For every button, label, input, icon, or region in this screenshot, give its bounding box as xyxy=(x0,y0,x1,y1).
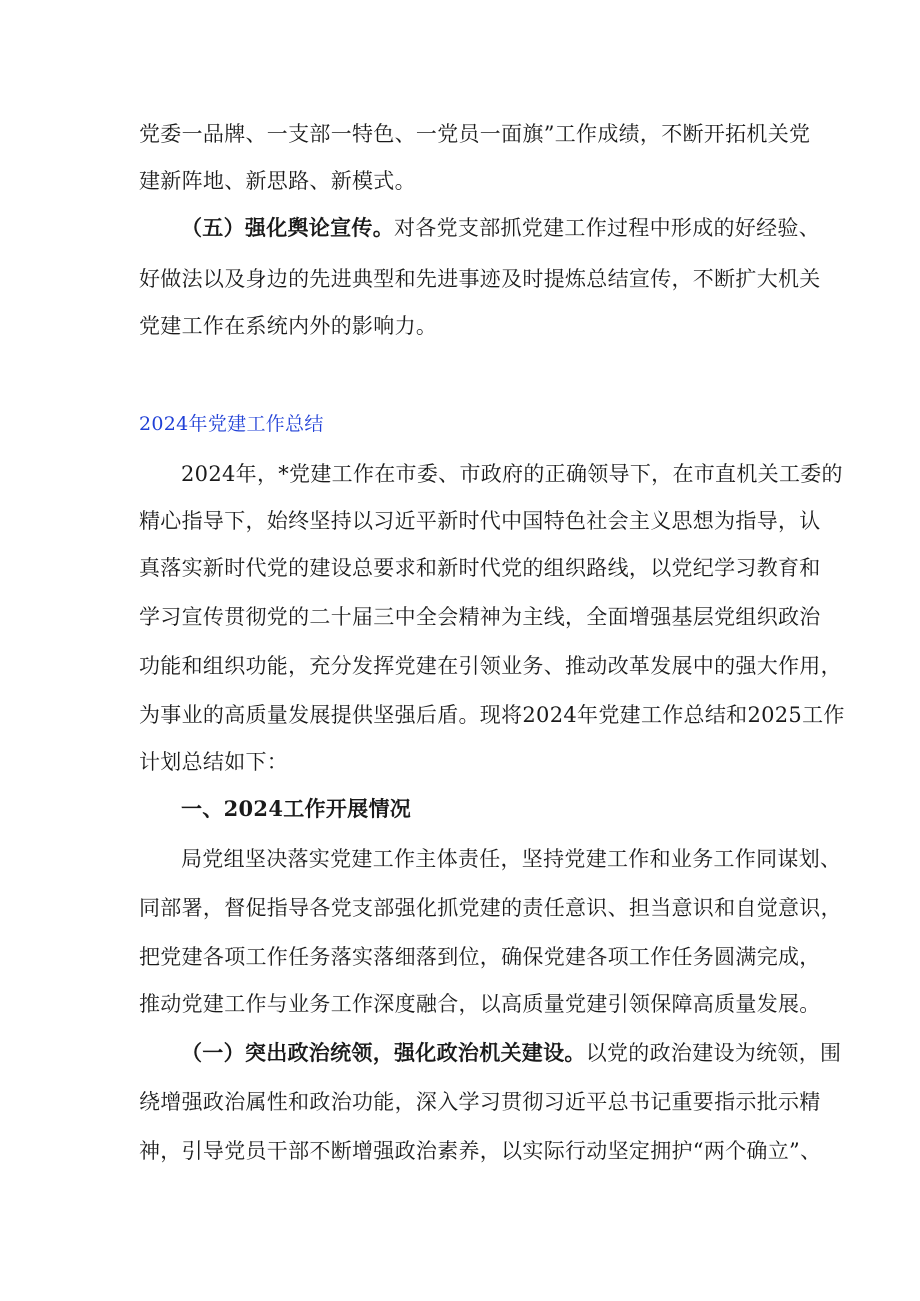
paragraph-line: 推动党建工作与业务工作深度融合，以高质量党建引领保障高质量发展。 xyxy=(139,992,821,1016)
paragraph-line: 同部署，督促指导各党支部强化抓党建的责任意识、担当意识和自觉意识， xyxy=(139,896,842,920)
paragraph-line: 党建工作在系统内外的影响力。 xyxy=(139,314,438,338)
paragraph-text: 以党的政治建设为统领，围 xyxy=(585,1041,842,1065)
paragraph-line xyxy=(181,1040,841,1066)
paragraph-line: 学习宣传贯彻党的二十届三中全会精神为主线，全面增强基层党组织政治 xyxy=(139,605,821,629)
paragraph-text: 对各党支部抓党建工作过程中形成的好经验、 xyxy=(394,216,820,240)
paragraph-line: 2024年，*党建工作在市委、市政府的正确领导下，在市直机关工委的 xyxy=(181,462,843,486)
document-heading: 2024年党建工作总结 xyxy=(139,413,324,435)
section-heading-bold: （五）强化舆论宣传。 xyxy=(181,215,394,240)
paragraph-line: 计划总结如下： xyxy=(139,750,289,774)
paragraph-line xyxy=(181,215,820,241)
paragraph-line: 把党建各项工作任务落实落细落到位，确保党建各项工作任务圆满完成， xyxy=(139,945,821,969)
paragraph-line: 神，引导党员干部不断增强政治素养，以实际行动坚定拥护“两个确立”、 xyxy=(139,1139,822,1163)
paragraph-line: 局党组坚决落实党建工作主体责任，坚持党建工作和业务工作同谋划、 xyxy=(181,847,842,871)
paragraph-line: 好做法以及身边的先进典型和先进事迹及时提炼总结宣传，不断扩大机关 xyxy=(139,267,821,291)
paragraph-line: 建新阵地、新思路、新模式。 xyxy=(139,169,416,193)
paragraph-line: 真落实新时代党的建设总要求和新时代党的组织路线，以党纪学习教育和 xyxy=(139,556,821,580)
paragraph-line: 功能和组织功能，充分发挥党建在引领业务、推动改革发展中的强大作用， xyxy=(139,654,842,678)
paragraph-line: 精心指导下，始终坚持以习近平新时代中国特色社会主义思想为指导，认 xyxy=(139,509,821,533)
section-heading-bold: （一）突出政治统领，强化政治机关建设。 xyxy=(181,1040,586,1065)
paragraph-line: 党委一品牌、一支部一特色、一党员一面旗”工作成绩，不断开拓机关党 xyxy=(139,122,811,146)
paragraph-line: 为事业的高质量发展提供坚强后盾。现将2024年党建工作总结和2025工作 xyxy=(139,703,845,727)
paragraph-line: 绕增强政治属性和政治功能，深入学习贯彻习近平总书记重要指示批示精 xyxy=(139,1090,821,1114)
section-heading: 一、2024工作开展情况 xyxy=(181,796,412,821)
